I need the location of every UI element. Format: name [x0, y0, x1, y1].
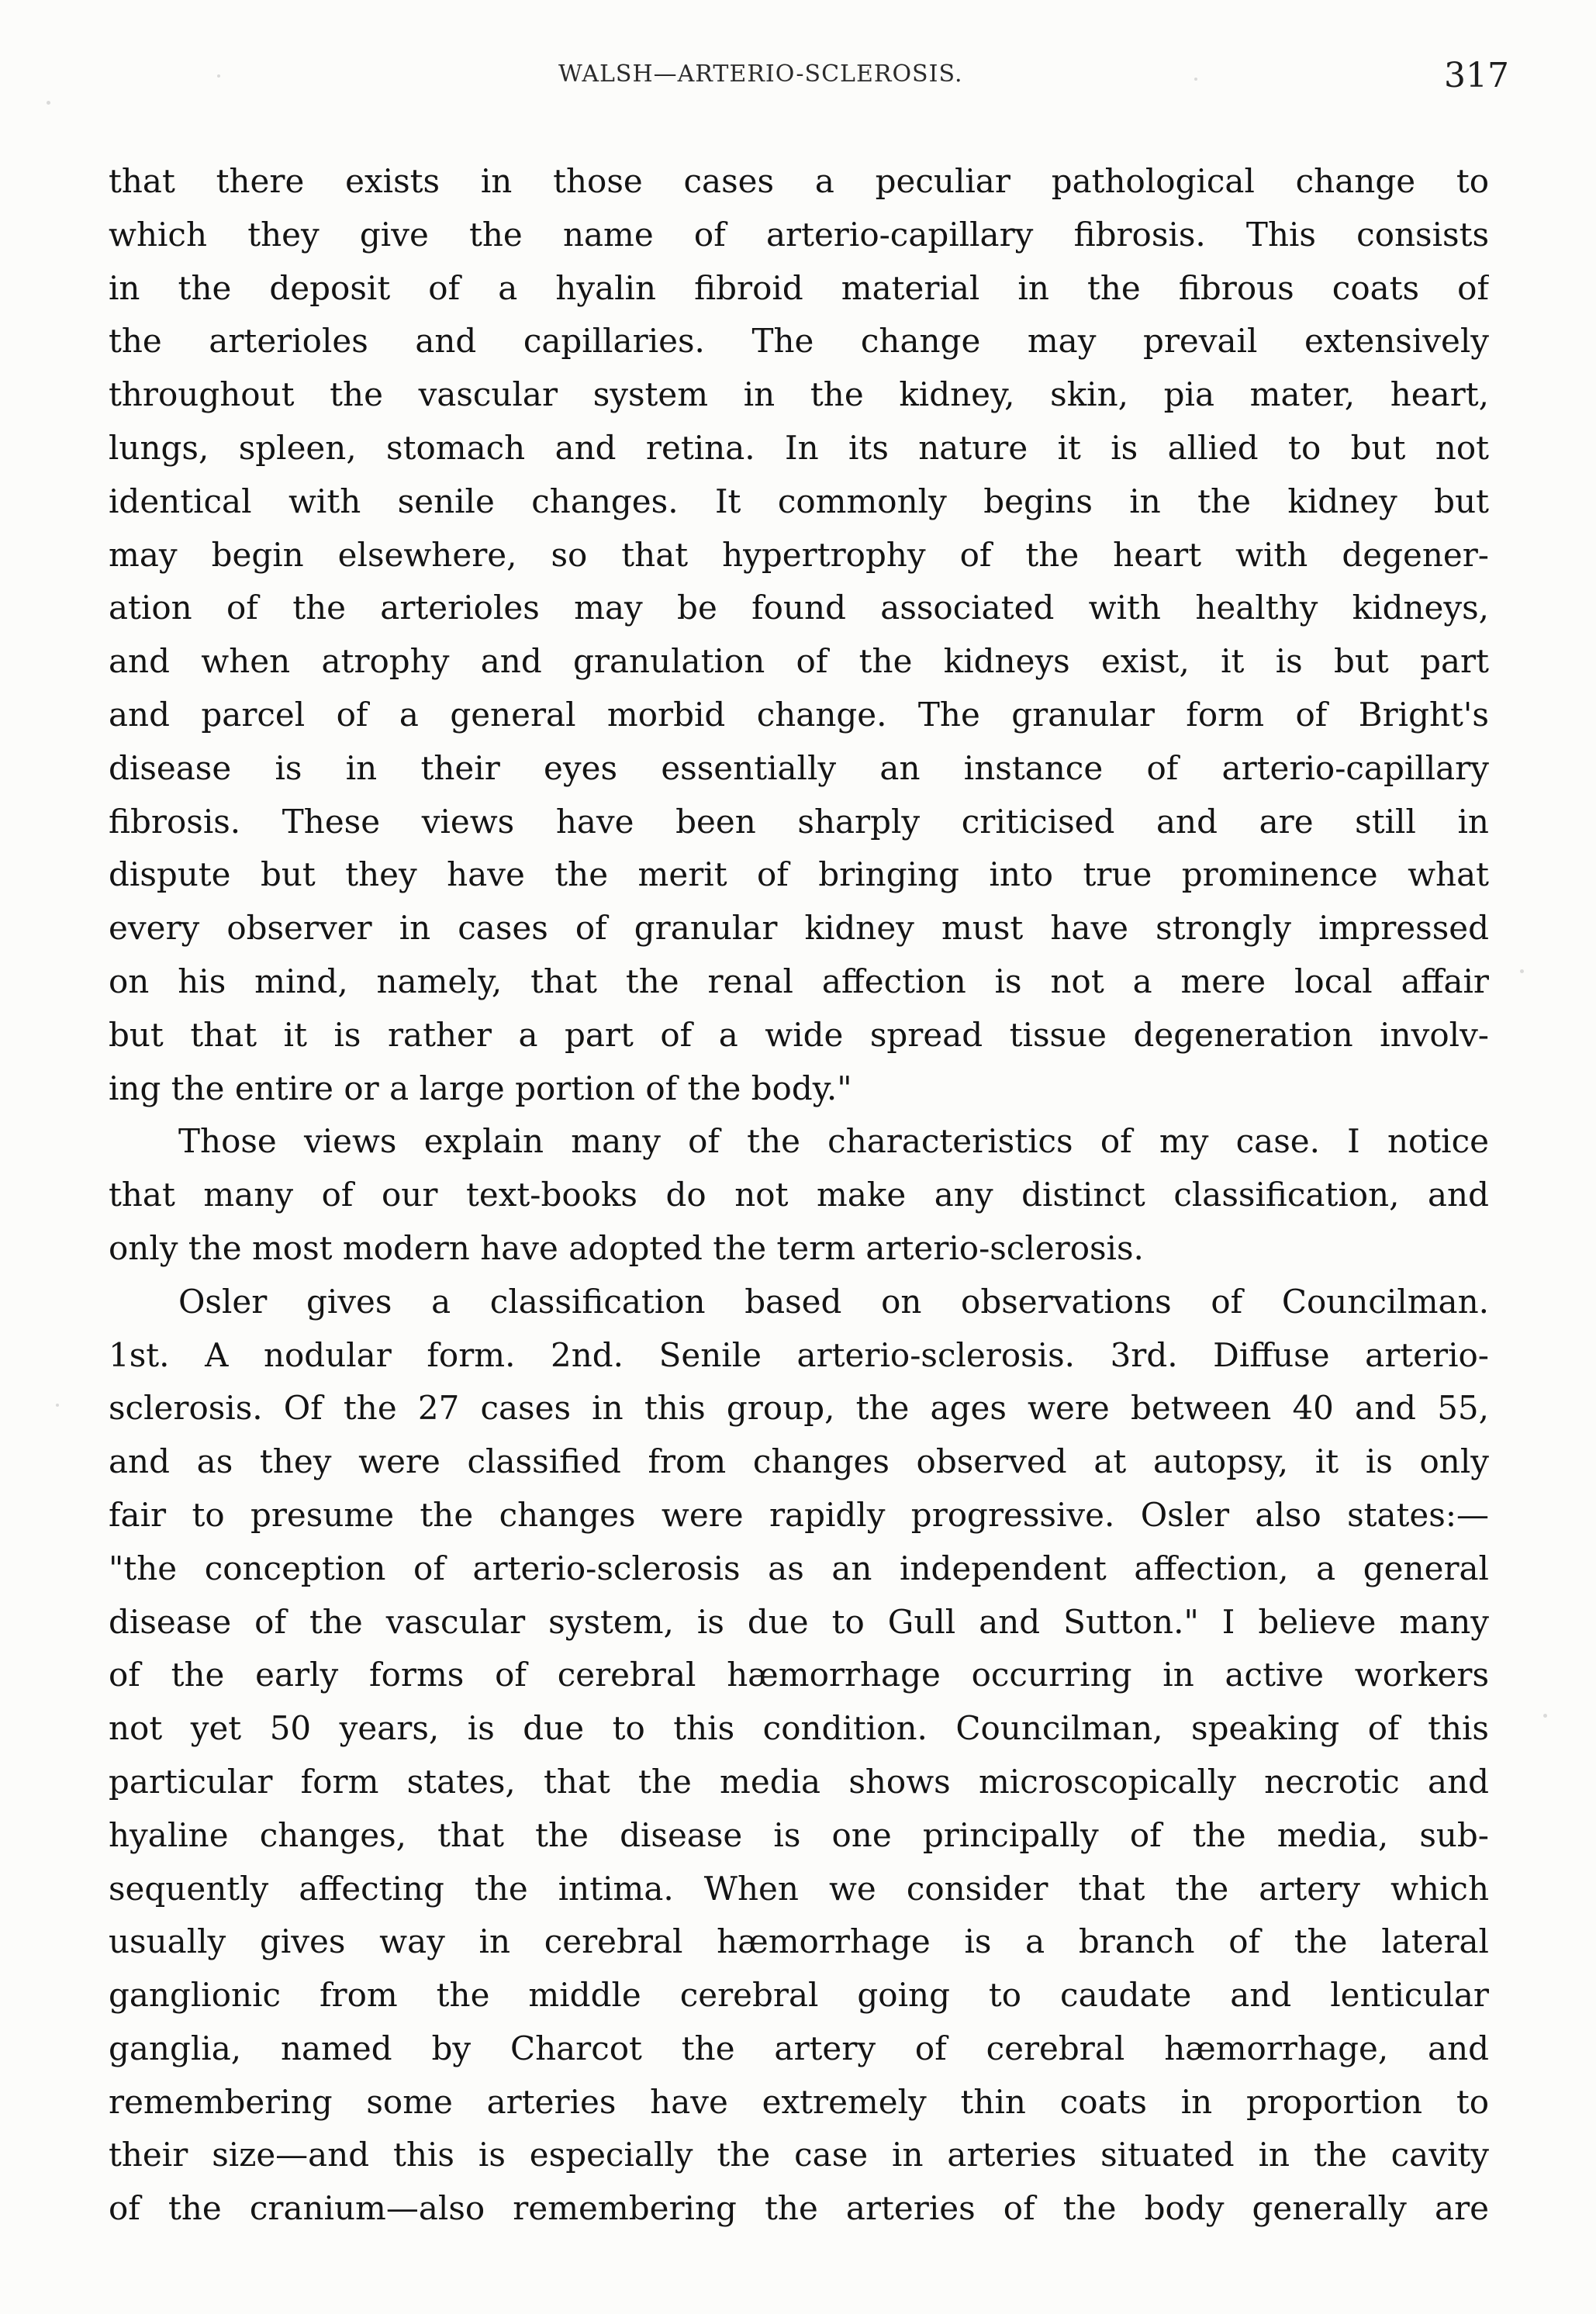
text-line: sequently affecting the intima. When we consider that the artery which [109, 1869, 1489, 1908]
text-line: not yet 50 years, is due to this condition. Councilman, speaking of this [109, 1709, 1489, 1748]
text-line: particular form states, that the media shows microscopically necrotic and [109, 1762, 1489, 1801]
text-line: ganglionic from the middle cerebral going to caudate and lenticular [109, 1976, 1489, 2015]
scan-speck [47, 101, 50, 105]
text-line: their size—and this is especially the case in arteries situated in the cavity [109, 2136, 1489, 2174]
text-line: "the conception of arterio-sclerosis as an independent affection, a general [109, 1549, 1489, 1587]
text-line: that there exists in those cases a peculiar pathological change to [109, 162, 1489, 200]
text-line: of the early forms of cerebral hæmorrhage occurring in active workers [109, 1656, 1489, 1694]
text-line: ation of the arterioles may be found associated with healthy kidneys, [109, 589, 1489, 627]
text-line: fair to presume the changes were rapidly progressive. Osler also states:— [109, 1495, 1489, 1534]
text-line: 1st. A nodular form. 2nd. Senile arterio-sclerosis. 3rd. Diffuse arterio- [109, 1335, 1489, 1374]
text-line: ganglia, named by Charcot the artery of cerebral hæmorrhage, and [109, 2029, 1489, 2067]
text-line: and parcel of a general morbid change. The granular form of Bright's [109, 695, 1489, 734]
scan-speck [56, 1404, 59, 1407]
text-line: identical with senile changes. It commonly begins in the kidney but [109, 482, 1489, 520]
text-line: sclerosis. Of the 27 cases in this group, the ages were between 40 and 55, [109, 1389, 1489, 1428]
scan-speck [1194, 78, 1197, 81]
text-line: fibrosis. These views have been sharply criticised and are still in [109, 802, 1489, 841]
text-line: may begin elsewhere, so that hypertrophy of the heart with degener- [109, 535, 1489, 574]
text-line: the arterioles and capillaries. The change may prevail extensively [109, 322, 1489, 361]
scan-speck [1520, 969, 1524, 973]
text-line: that many of our text-books do not make any distinct classification, and [109, 1176, 1489, 1214]
text-line: in the deposit of a hyalin fibroid material in the fibrous coats of [109, 268, 1489, 307]
text-line: but that it is rather a part of a wide spread tissue degeneration involv- [109, 1015, 1489, 1054]
body-text [109, 155, 1489, 2236]
text-line: throughout the vascular system in the kidney, skin, pia mater, heart, [109, 375, 1489, 414]
text-line: of the cranium—also remembering the arteries of the body generally are [109, 2189, 1489, 2228]
text-line: only the most modern have adopted the term arterio-sclerosis. [109, 1228, 1144, 1267]
text-line: remembering some arteries have extremely thin coats in proportion to [109, 2082, 1489, 2121]
text-line: Osler gives a classification based on observations of Councilman. [178, 1282, 1489, 1321]
page-header [0, 56, 1596, 107]
text-line: disease of the vascular system, is due to Gull and Sutton." I believe many [109, 1602, 1489, 1641]
text-line: on his mind, namely, that the renal affection is not a mere local affair [109, 962, 1489, 1000]
text-line: every observer in cases of granular kidney must have strongly impressed [109, 909, 1489, 948]
text-line: lungs, spleen, stomach and retina. In its nature it is allied to but not [109, 428, 1489, 467]
text-line: and when atrophy and granulation of the kidneys exist, it is but part [109, 642, 1489, 681]
text-line: usually gives way in cerebral hæmorrhage is a branch of the lateral [109, 1922, 1489, 1961]
text-line: and as they were classified from changes observed at autopsy, it is only [109, 1442, 1489, 1481]
page-number: 317 [1444, 56, 1509, 95]
scan-speck [217, 74, 220, 78]
text-line: Those views explain many of the characteristics of my case. I notice [178, 1122, 1489, 1161]
scan-speck [1543, 1714, 1547, 1718]
text-line: which they give the name of arterio-capillary fibrosis. This consists [109, 215, 1489, 254]
text-line: dispute but they have the merit of bringing into true prominence what [109, 855, 1489, 894]
text-line: hyaline changes, that the disease is one principally of the media, sub- [109, 1815, 1489, 1854]
running-head: WALSH—ARTERIO-SCLEROSIS. [558, 60, 963, 88]
text-line: ing the entire or a large portion of the body." [109, 1069, 852, 1107]
text-line: disease is in their eyes essentially an instance of arterio-capillary [109, 748, 1489, 787]
